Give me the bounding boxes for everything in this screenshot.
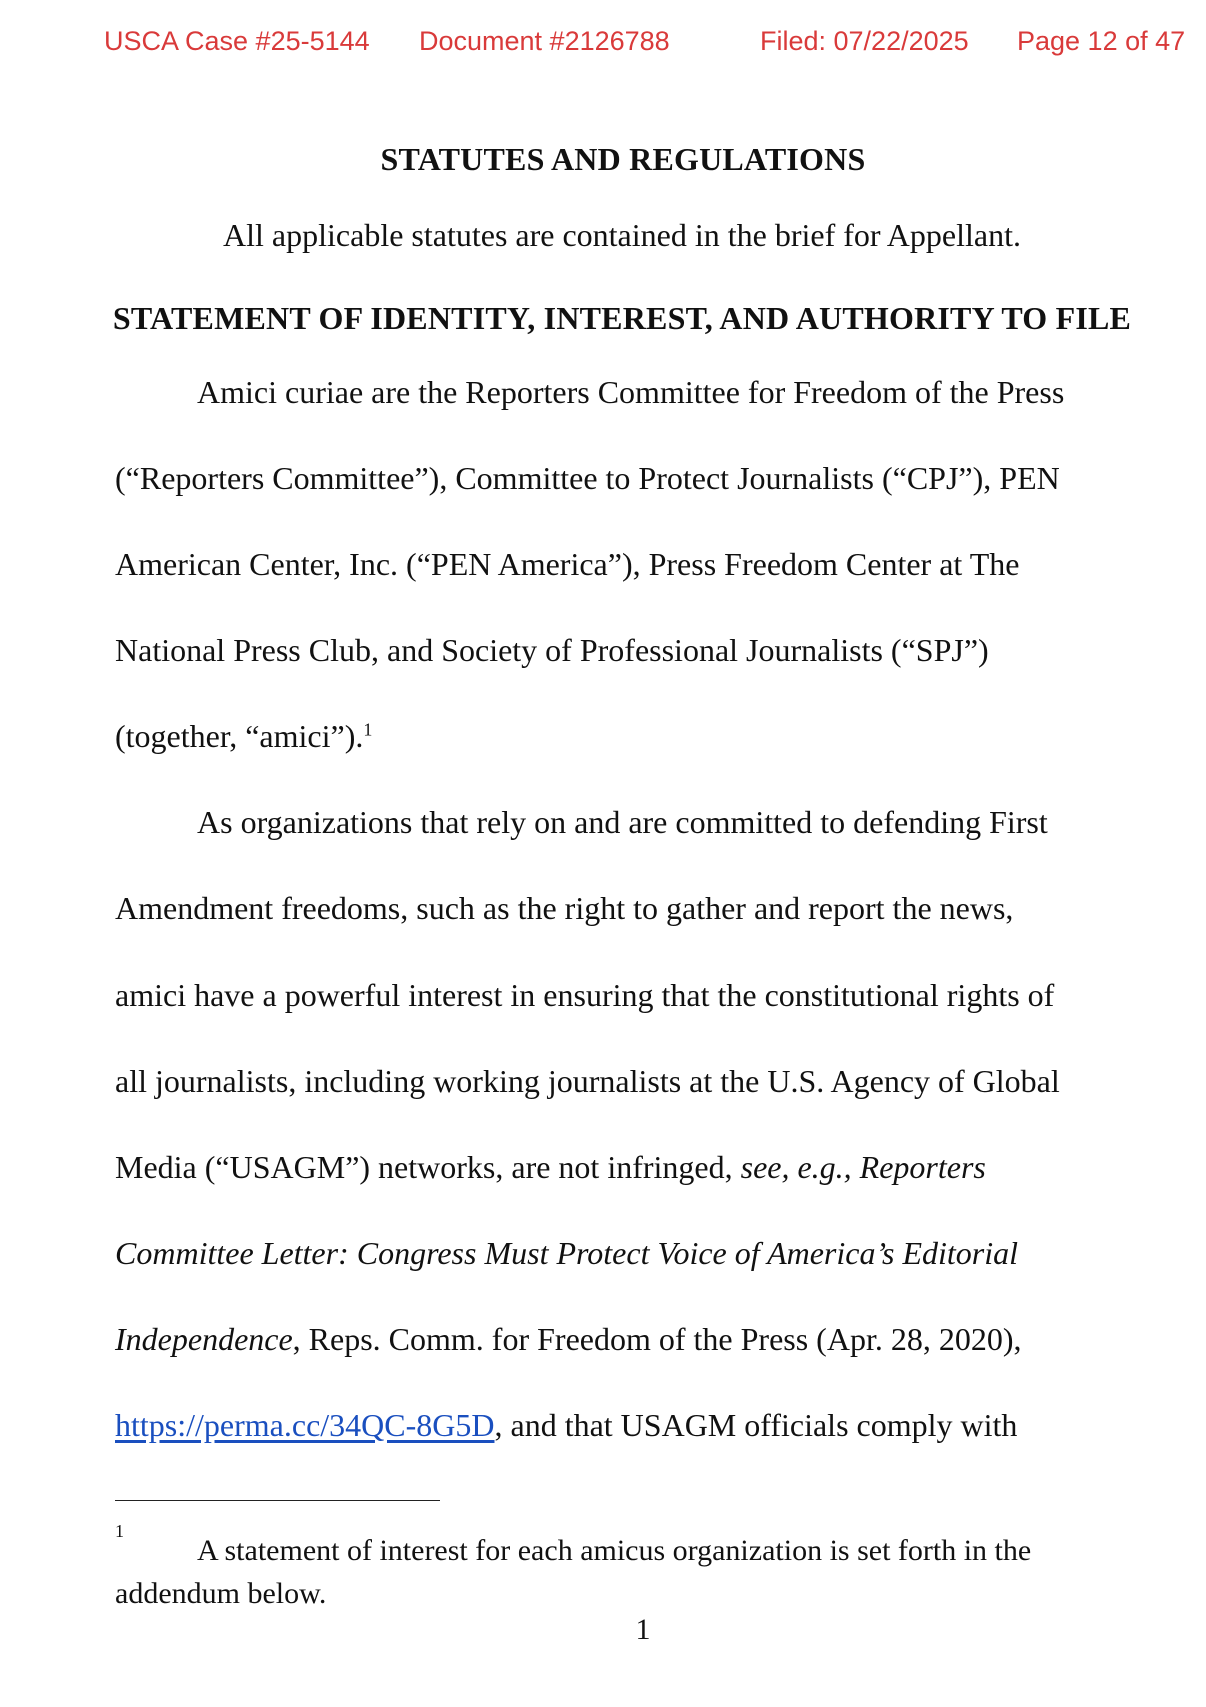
footnote-number: 1 <box>115 1521 124 1541</box>
paragraph-line: Amendment freedoms, such as the right to gather and report the news, <box>115 890 1014 926</box>
paragraph-line: National Press Club, and Society of Professional Journalists (“SPJ”) <box>115 632 989 668</box>
document-number: Document #2126788 <box>419 26 670 56</box>
case-number: USCA Case #25-5144 <box>104 26 370 56</box>
paragraph-line: Amici curiae are the Reporters Committee for Freedom of the Press <box>197 374 1065 410</box>
paragraph-line <box>115 1405 1017 1445</box>
statutes-text: All applicable statutes are contained in the brief for Appellant. <box>223 217 1021 253</box>
paragraph-line: amici have a powerful interest in ensuring that the constitutional rights of <box>115 977 1055 1013</box>
page-number: 1 <box>635 1613 651 1646</box>
paragraph-text: Media (“USAGM”) networks, are not infringed, <box>115 1149 741 1185</box>
paragraph-text: (together, “amici”). <box>115 718 364 754</box>
paragraph-line <box>115 1233 1018 1273</box>
heading-statutes: STATUTES AND REGULATIONS <box>380 141 866 177</box>
perma-link[interactable]: https://perma.cc/34QC-8G5D <box>115 1407 495 1443</box>
paragraph-line <box>115 716 372 756</box>
paragraph-line: (“Reporters Committee”), Committee to Protect Journalists (“CPJ”), PEN <box>115 460 1060 496</box>
citation-italic: see, e.g., Reporters <box>740 1149 986 1185</box>
paragraph-line: all journalists, including working journalists at the U.S. Agency of Global <box>115 1063 1060 1099</box>
footnote-divider <box>115 1500 440 1501</box>
paragraph-line <box>115 1319 1021 1359</box>
paragraph-line: American Center, Inc. (“PEN America”), Press Freedom Center at The <box>115 546 1020 582</box>
paragraph-text: , and that USAGM officials comply with <box>494 1407 1018 1443</box>
citation-italic: Independence <box>115 1321 293 1357</box>
page-count: Page 12 of 47 <box>1017 26 1186 56</box>
footnote-text: A statement of interest for each amicus organization is set forth in the <box>197 1534 1032 1567</box>
filing-header <box>0 26 1206 66</box>
footnote-text: addendum below. <box>115 1577 327 1610</box>
footnote-reference[interactable]: 1 <box>363 719 373 740</box>
heading-statement-of-identity: STATEMENT OF IDENTITY, INTEREST, AND AUTHORITY TO FILE <box>112 300 1132 336</box>
paragraph-line <box>115 1147 986 1187</box>
filed-date: Filed: 07/22/2025 <box>760 26 969 56</box>
citation-italic: Committee Letter: Congress Must Protect Voice of America’s Editorial <box>115 1235 1019 1271</box>
paragraph-text: , Reps. Comm. for Freedom of the Press (Apr. 28, 2020), <box>292 1321 1022 1357</box>
paragraph-line: As organizations that rely on and are committed to defending First <box>197 804 1048 840</box>
